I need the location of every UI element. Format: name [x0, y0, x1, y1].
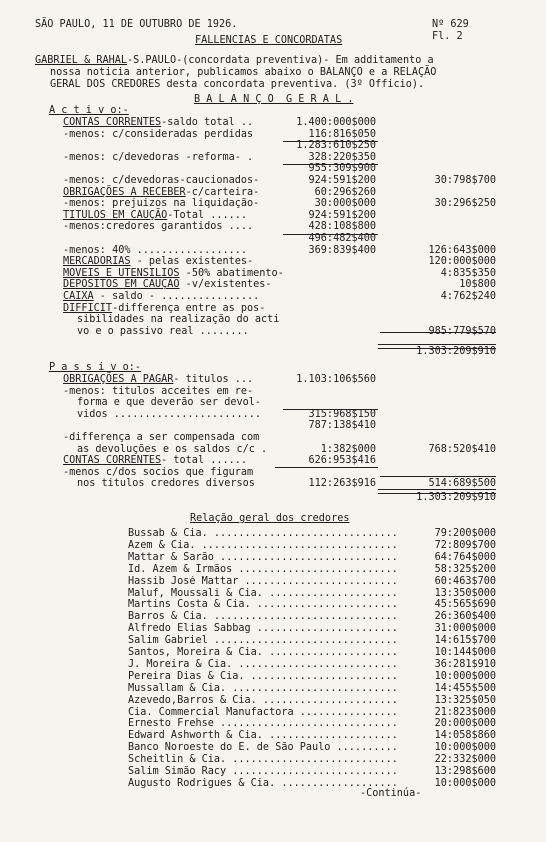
creditor-amount: 60:463$700: [434, 575, 496, 587]
passivo-account-detail: - titulos ...: [173, 374, 254, 385]
creditor-amount: 20:000$000: [434, 718, 496, 730]
activo-line-text: [63, 210, 247, 222]
passivo-subtotal-rule: [283, 409, 378, 410]
activo-account-detail: - pelas existentes-: [130, 256, 254, 268]
creditor-amount: 10:000$000: [434, 777, 496, 789]
passivo-line-text: [63, 455, 247, 467]
activo-amount: 30:000$000: [314, 198, 376, 210]
creditor-name: Id. Azem & Irmãos ..........................: [128, 563, 398, 575]
activo-total: 10$800: [459, 279, 496, 291]
passivo-line-text: forma e que deverão ser devol-: [77, 397, 262, 409]
passivo-heading: P a s s i v o:-: [49, 362, 142, 373]
activo-amount: 924:591$200: [308, 209, 376, 221]
creditor-amount: 26:360$400: [434, 611, 496, 623]
creditor-amount: 22:332$000: [434, 754, 496, 766]
creditor-amount: 13:298$600: [434, 766, 496, 777]
passivo-amount: 315:968$150: [308, 408, 376, 420]
passivo-line-text: -differença a ser compensada com: [63, 432, 260, 443]
activo-account-name: MERCADORIAS: [63, 256, 131, 268]
activo-line-text: [63, 268, 284, 280]
activo-total: 126:643$000: [428, 244, 496, 256]
activo-line-text: [63, 117, 253, 129]
activo-amount: 496:482$400: [308, 233, 376, 244]
intro-line-3: GERAL DOS CREDORES desta concordata preventiva. (3º Officio).: [50, 79, 425, 90]
activo-line-text: [63, 303, 265, 315]
creditor-name: Salim Gabriel ..............................: [128, 635, 398, 647]
activo-grand-total: 1.303:209$910: [416, 346, 496, 357]
passivo-amount: 787:138$410: [308, 420, 376, 432]
activo-total: 120:000$000: [428, 256, 496, 268]
activo-total: 30:296$250: [434, 198, 496, 210]
activo-amount: 428:108$800: [308, 221, 376, 233]
activo-line-text: [63, 256, 253, 268]
passivo-line-text: [63, 374, 253, 386]
creditor-name: Hassib José Mattar .........................: [128, 575, 398, 587]
creditor-amount: 13:325$050: [434, 694, 496, 706]
activo-subtotal-rule: [283, 141, 378, 142]
activo-amount: 60:296$260: [314, 186, 376, 198]
creditor-amount: 58:325$200: [434, 563, 496, 575]
activo-heading: A c t i v o:-: [49, 105, 129, 116]
activo-account-detail: -Total ......: [167, 209, 248, 221]
passivo-subtotal-rule: [275, 467, 378, 468]
passivo-amount: 1.103:106$560: [296, 374, 376, 385]
intro-line-1: [35, 55, 434, 67]
passivo-total: 768:520$410: [428, 443, 496, 455]
creditor-name: Bussab & Cia. ..............................: [128, 528, 398, 539]
activo-amount: 1.400:000$000: [296, 117, 376, 128]
activo-total: 4:762$240: [440, 291, 496, 302]
passivo-line-text: -menos: titulos acceites em re-: [63, 385, 254, 397]
passivo-sum-rule: [380, 476, 496, 477]
activo-line-text: -menos: c/consideradas perdidas: [63, 128, 254, 140]
creditor-name: Mussallam & Cia. ...........................: [128, 682, 398, 694]
activo-account-name: OBRIGAÇÕES A RECEBER: [63, 186, 186, 198]
activo-line-text: -menos: c/devedoras-caucionados-: [63, 175, 260, 186]
creditor-name: Augusto Rodrigues & Cia. ...................: [128, 777, 398, 789]
activo-line-text: [63, 279, 272, 291]
passivo-account-name: OBRIGAÇÕES A PAGAR: [63, 374, 174, 385]
passivo-line-text: nos titulos credores diversos: [77, 478, 255, 490]
intro-line-1-rest: -S.PAULO-(concordata preventiva)- Em additamento a: [127, 55, 434, 66]
creditor-amount: 14:455$500: [434, 682, 496, 694]
creditor-amount: 21:823$000: [434, 706, 496, 718]
creditor-name: Ernesto Frehse .............................: [128, 718, 398, 730]
passivo-line-text: vidos ........................: [77, 408, 262, 420]
activo-line-text: [63, 187, 259, 199]
creditor-amount: 79:200$000: [434, 528, 496, 539]
creditor-amount: 31:000$000: [434, 623, 496, 635]
creditor-name: Pereira Dias & Cia. ........................: [128, 670, 398, 682]
creditor-name: Banco Noroeste do E. de São Paulo ..........: [128, 742, 398, 754]
creditor-name: Barros & Cia. ..............................: [128, 611, 398, 623]
activo-amount: 328:220$350: [308, 151, 376, 163]
creditor-amount: 14:615$700: [434, 635, 496, 647]
activo-amount: 1.283:610$250: [296, 140, 376, 152]
activo-total: 985:779$570: [428, 325, 496, 337]
activo-account-name: CONTAS CORRENTES: [63, 117, 162, 128]
sheet-number: Fl. 2: [432, 31, 463, 42]
activo-amount: 116:816$050: [308, 128, 376, 140]
passivo-amount: 112:263$916: [308, 478, 376, 490]
activo-total: 4:835$350: [440, 267, 496, 279]
activo-account-detail: -c/carteira-: [185, 186, 260, 198]
activo-account-name: CAIXA: [63, 291, 94, 302]
activo-account-detail: -50% abatimento-: [179, 267, 284, 279]
creditor-amount: 13:350$000: [434, 587, 496, 599]
activo-line-text: -menos: c/devedoras -reforma- .: [63, 151, 254, 163]
passivo-total: 514:689$500: [428, 478, 496, 490]
creditors-title: Relação geral dos credores: [190, 513, 350, 524]
activo-deficit-rule: [380, 332, 496, 333]
passivo-account-name: CONTAS CORRENTES: [63, 455, 162, 467]
creditor-amount: 10:144$000: [434, 647, 496, 658]
activo-subtotal-rule: [283, 164, 378, 165]
activo-line-text: -menos:credores garantidos ....: [63, 221, 254, 233]
creditor-amount: 72:809$700: [434, 539, 496, 551]
activo-account-name: MOVEIS E UTENSILIOS: [63, 267, 180, 279]
activo-line-text: [63, 291, 259, 303]
continued-note: -Continúa-: [360, 788, 422, 799]
activo-account-name: TITULOS EM CAUÇÃO: [63, 209, 168, 221]
activo-subtotal-rule: [283, 234, 378, 235]
passivo-amount: 1:382$000: [320, 443, 376, 455]
creditor-name: Edward Ashworth & Cia. .....................: [128, 730, 398, 742]
creditor-name: Azem & Cia. ................................: [128, 539, 398, 551]
creditor-name: Scheitlin & Cia. ...........................: [128, 754, 398, 766]
creditor-name: Salim Simão Racy ...........................: [128, 766, 398, 777]
activo-account-detail: -v/existentes-: [179, 279, 272, 291]
activo-account-name: DIFFICIT: [63, 302, 113, 314]
activo-amount: 369:839$400: [308, 244, 376, 256]
creditor-name: Santos, Moreira & Cia. .....................: [128, 647, 398, 658]
creditor-amount: 45:565$690: [434, 599, 496, 611]
place-date: SÃO PAULO, 11 DE OUTUBRO DE 1926.: [35, 19, 238, 30]
creditor-amount: 10:000$000: [434, 742, 496, 754]
creditor-amount: 36:281$910: [434, 658, 496, 670]
creditor-name: Martins Costa & Cia. .......................: [128, 599, 398, 611]
passivo-line-text: as devoluções e os saldos c/c .: [77, 443, 268, 455]
passivo-line-text: -menos c/dos socios que figuram: [63, 466, 254, 478]
creditor-name: J. Moreira & Cia. ..........................: [128, 658, 398, 670]
activo-account-detail: -differença entre as pos-: [112, 302, 266, 314]
intro-firm: GABRIEL & RAHAL: [35, 55, 128, 66]
creditor-name: Azevedo,Barros & Cia. ......................: [128, 694, 398, 706]
passivo-account-detail: - total ......: [161, 455, 248, 467]
passivo-grand-total: 1.303:209$910: [416, 492, 496, 503]
creditor-amount: 14:058$860: [434, 730, 496, 742]
activo-line-text: -menos: prejuizos na liquidação-: [63, 198, 260, 210]
creditor-amount: 10:000$000: [434, 670, 496, 682]
creditor-name: Mattar & Sarão .............................: [128, 551, 398, 563]
section-title: FALLENCIAS E CONCORDATAS: [195, 35, 343, 46]
activo-account-detail: - saldo - ................: [93, 291, 260, 302]
activo-amount: 955:309$900: [308, 163, 376, 175]
activo-line-text: -menos: 40% ..................: [63, 244, 248, 256]
balance-title: B A L A N Ç O G E R A L .: [194, 94, 354, 105]
activo-account-name: DEPOSITOS EM CAUÇÃO: [63, 279, 180, 291]
activo-line-text: sibilidades na realização do acti: [77, 314, 280, 326]
creditor-name: Alfredo Elias Sabbag .......................: [128, 623, 398, 635]
passivo-amount: 626:953$416: [308, 455, 376, 467]
creditor-name: Cia. Commercial Manufactora ................: [128, 706, 398, 718]
activo-account-detail: -saldo total ..: [161, 117, 254, 128]
activo-line-text: vo e o passivo real ........: [77, 325, 249, 337]
intro-line-2: nossa noticia anterior, publicamos abaixo o BALANÇO e a RELAÇÃO: [50, 67, 437, 78]
document-number: Nº 629: [432, 19, 469, 30]
activo-amount: 924:591$200: [308, 175, 376, 186]
creditor-name: Maluf, Moussali & Cia. .....................: [128, 587, 398, 599]
activo-total: 30:798$700: [434, 175, 496, 186]
creditor-amount: 64:764$000: [434, 551, 496, 563]
